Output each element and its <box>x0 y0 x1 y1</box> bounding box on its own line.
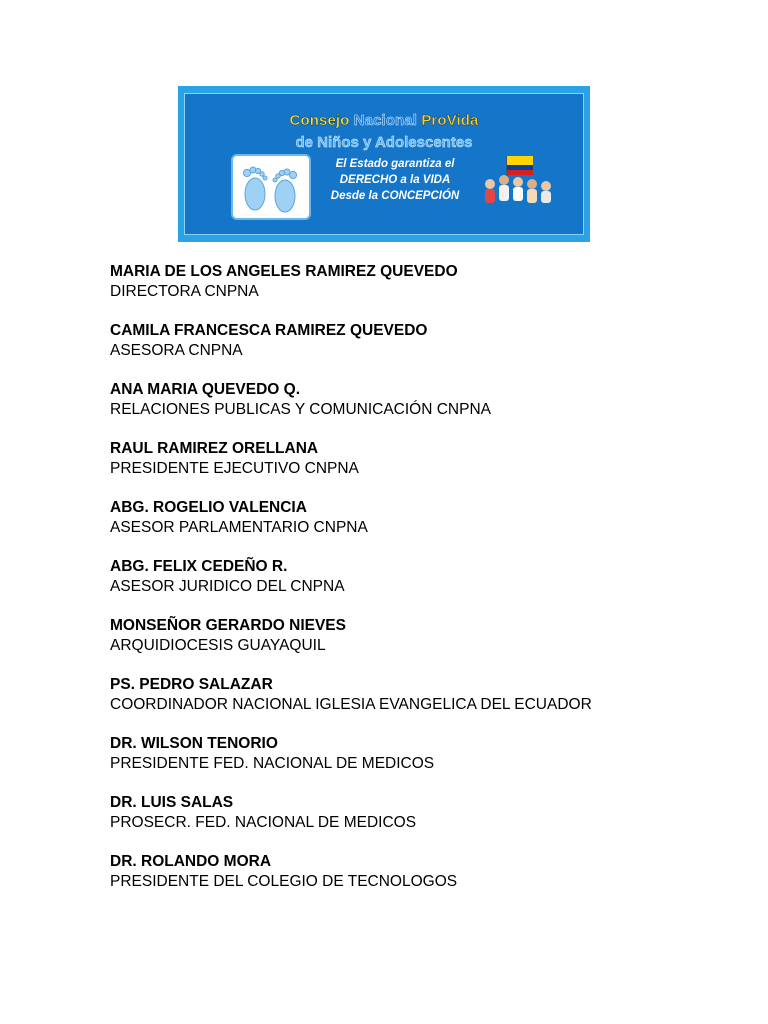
banner-panel <box>184 93 584 235</box>
list-item <box>110 498 657 538</box>
list-item <box>110 262 657 302</box>
list-item <box>110 793 657 833</box>
list-item <box>110 734 657 774</box>
list-item <box>110 321 657 361</box>
banner-subtitle: de Niños y Adolescentes <box>295 134 473 151</box>
member-name: ABG. FELIX CEDEÑO R. <box>110 558 288 575</box>
list-item <box>110 675 657 715</box>
member-name: DR. LUIS SALAS <box>110 794 234 811</box>
banner-slogan <box>315 156 475 204</box>
banner-title-word-1: Consejo <box>289 112 350 129</box>
member-name: DR. ROLANDO MORA <box>110 853 272 870</box>
member-role: ASESOR PARLAMENTARIO CNPNA <box>110 519 368 536</box>
consejo-provida-banner <box>178 86 590 242</box>
member-role: PROSECR. FED. NACIONAL DE MEDICOS <box>110 814 417 831</box>
slogan-line-3: Desde la CONCEPCIÓN <box>330 190 460 202</box>
member-name: RAUL RAMIREZ ORELLANA <box>110 440 319 457</box>
list-item <box>110 557 657 597</box>
banner-title-word-2: Nacional <box>353 112 418 129</box>
member-role: ASESORA CNPNA <box>110 342 243 359</box>
member-name: PS. PEDRO SALAZAR <box>110 676 273 693</box>
member-name: CAMILA FRANCESCA RAMIREZ QUEVEDO <box>110 322 428 339</box>
member-role: ARQUIDIOCESIS GUAYAQUIL <box>110 637 326 654</box>
list-item <box>110 616 657 656</box>
member-role: RELACIONES PUBLICAS Y COMUNICACIÓN CNPNA <box>110 401 491 418</box>
list-item <box>110 380 657 420</box>
member-role: ASESOR JURIDICO DEL CNPNA <box>110 578 345 595</box>
slogan-line-2: DERECHO a la VIDA <box>339 174 451 186</box>
member-name: ANA MARIA QUEVEDO Q. <box>110 381 301 398</box>
member-role: PRESIDENTE FED. NACIONAL DE MEDICOS <box>110 755 435 772</box>
baby-feet-graphic <box>233 156 309 218</box>
member-role: COORDINADOR NACIONAL IGLESIA EVANGELICA DEL ECUADOR <box>110 696 592 713</box>
member-name: MONSEÑOR GERARDO NIEVES <box>110 617 346 634</box>
baby-feet-icon <box>231 154 311 220</box>
banner-title-word-3: ProVida <box>421 112 479 129</box>
banner-title <box>185 112 583 129</box>
list-item <box>110 852 657 892</box>
member-list <box>110 262 657 911</box>
member-name: DR. WILSON TENORIO <box>110 735 278 752</box>
list-item <box>110 439 657 479</box>
member-role: PRESIDENTE DEL COLEGIO DE TECNOLOGOS <box>110 873 458 890</box>
children-group-icon <box>480 170 560 220</box>
member-name: MARIA DE LOS ANGELES RAMIREZ QUEVEDO <box>110 263 458 280</box>
member-role: PRESIDENTE EJECUTIVO CNPNA <box>110 460 359 477</box>
slogan-line-1: El Estado garantiza el <box>335 158 455 170</box>
member-role: DIRECTORA CNPNA <box>110 283 259 300</box>
member-name: ABG. ROGELIO VALENCIA <box>110 499 307 516</box>
